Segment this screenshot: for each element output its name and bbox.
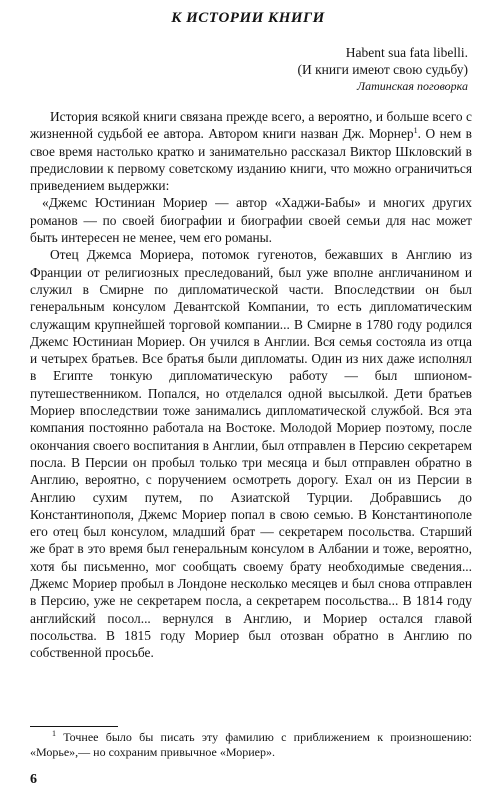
footnote-ref: 1 <box>413 126 418 136</box>
footnote <box>30 730 472 760</box>
paragraph-biography <box>30 246 472 661</box>
paragraph-intro-continuation: . О нем в свое время настолько кратко и занимательно рассказал Виктор Шкловский в предисловии к первому советскому изданию книги, что можно ограничиться приведением выдержки: <box>30 126 472 194</box>
epigraph-latin: Habent sua fata libelli. <box>345 45 468 60</box>
paragraph-intro <box>30 108 472 194</box>
paragraph-biography-text: Отец Джемса Мориера, потомок гугенотов, бежавших в Англию из Франции от религиозных преследований, был уже вполне англичанином и служил в Смирне по дипломатической части. Впоследствии он был генеральным консулом Девантской Компании, то есть дипломатическим служащим крупнейшей торговой компании... В Смирне в 1780 году родился Джемс Юстиниан Мориер. Он учился в Англии. Вся семья состояла из отца и четырех братьев. Все братья были дипломаты. Один из них даже исполнял в Египте тонкую дипломатическую работу — был шпионом-путешественником. Попался, но отделался одной высылкой. Дети братьев Мориер впоследствии тоже занимались дипломатической службой. Вся эта компания постоянно работала на Востоке. Молодой Мориер поэтому, после окончания своего воспитания в Англии, был отправлен в Персию секретарем посла. В Персии он пробыл только три месяца и был отправлен обратно в Англию, вероятно, с поручением осмотреть дорогу. Ехал он из Персии в Англию сухим путем, по Азиатской Турции. Добравшись до Константинополя, Джемс Мориер попал в свою семью. В Константинополе его отец был консулом, младший брат — секретарем посольства. Старший же брат в это время был генеральным консулом в Албании и тоже, вероятно, хотя бы письменно, мог сообщать своему брату необходимые сведения... Джемс Мориер пробыл в Лондоне несколько месяцев и был снова отправлен в Персию, уже не секретарем посла, а секретарем посольства... В 1814 году английский посол... вернулся в Англию, и Мориер остался главой посольства. В 1815 году Мориер был отозван обратно в Англию по собственной просьбе. <box>30 247 472 661</box>
footnote-divider <box>30 726 118 727</box>
page-number: 6 <box>30 772 37 787</box>
footnote-mark: 1 <box>52 729 56 738</box>
epigraph-source: Латинская поговорка <box>356 79 468 93</box>
paragraph-quote-text: «Джемс Юстиниан Мориер — автор «Хаджи-Бабы» и многих других романов — по своей биографии и биографии своей семьи для нас может быть интересен не менее, чем его романы. <box>30 195 472 246</box>
epigraph-translation: (И книги имеют свою судьбу) <box>297 62 468 77</box>
chapter-title: К ИСТОРИИ КНИГИ <box>171 10 325 26</box>
footnote-text: Точнее было бы писать эту фамилию с приближением к произношению: «Морье»,— но сохраним привычное «Мориер». <box>30 730 472 759</box>
paragraph-intro-text: История всякой книги связана прежде всего, а вероятно, и больше всего с жизненной судьбой ее автора. Автором книги назван Дж. Морнер <box>30 109 472 142</box>
epigraph <box>297 44 468 95</box>
paragraph-quote-start <box>30 194 472 246</box>
main-text <box>30 108 472 662</box>
